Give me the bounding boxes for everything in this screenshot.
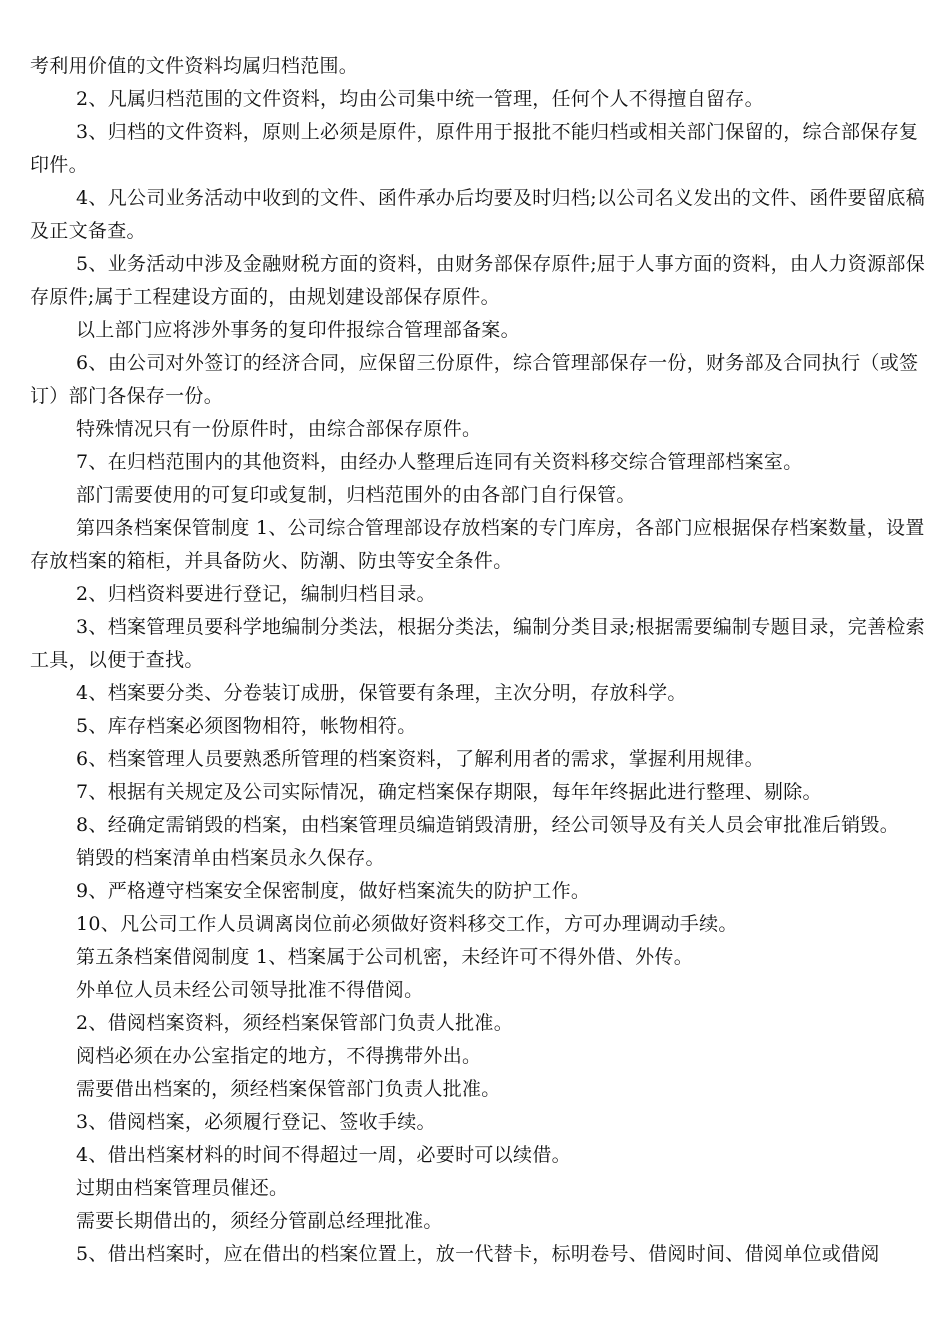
paragraph: 外单位人员未经公司领导批准不得借阅。 [76, 979, 424, 1001]
paragraph: 9、严格遵守档案安全保密制度，做好档案流失的防护工作。 [76, 880, 591, 902]
paragraph: 部门需要使用的可复印或复制，归档范围外的由各部门自行保管。 [76, 484, 636, 506]
paragraph: 5、业务活动中涉及金融财税方面的资料，由财务部保存原件;屈于人事方面的资料，由人力资源部保存原件;属于工程建设方面的，由规划建设部保存原件。 [30, 253, 925, 308]
paragraph: 4、凡公司业务活动中收到的文件、函件承办后均要及时归档;以公司名义发出的文件、函件要留底稿及正文备查。 [30, 187, 925, 242]
paragraph: 2、归档资料要进行登记，编制归档目录。 [76, 583, 436, 605]
paragraph: 6、由公司对外签订的经济合同，应保留三份原件，综合管理部保存一份，财务部及合同执行（或签订）部门各保存一份。 [30, 352, 919, 407]
paragraph: 3、借阅档案，必须履行登记、签收手续。 [76, 1111, 436, 1133]
paragraph: 3、档案管理员要科学地编制分类法，根据分类法，编制分类目录;根据需要编制专题目录，完善检索工具，以便于查找。 [30, 616, 925, 671]
paragraph: 第五条档案借阅制度 1、档案属于公司机密，未经许可不得外借、外传。 [76, 946, 694, 968]
paragraph: 2、凡属归档范围的文件资料，均由公司集中统一管理，任何个人不得擅自留存。 [76, 88, 764, 110]
paragraph: 10、凡公司工作人员调离岗位前必须做好资料移交工作，方可办理调动手续。 [76, 913, 738, 935]
paragraph: 特殊情况只有一份原件时，由综合部保存原件。 [76, 418, 482, 440]
paragraph: 5、借出档案时，应在借出的档案位置上，放一代替卡，标明卷号、借阅时间、借阅单位或借阅 [76, 1243, 880, 1265]
paragraph: 需要长期借出的，须经分管副总经理批准。 [76, 1210, 443, 1232]
paragraph: 过期由档案管理员催还。 [76, 1177, 289, 1199]
paragraph: 以上部门应将涉外事务的复印件报综合管理部备案。 [76, 319, 520, 341]
paragraph: 2、借阅档案资料，须经档案保管部门负责人批准。 [76, 1012, 513, 1034]
paragraph: 4、借出档案材料的时间不得超过一周，必要时可以续借。 [76, 1144, 571, 1166]
paragraph: 5、库存档案必须图物相符，帐物相符。 [76, 715, 417, 737]
paragraph: 销毁的档案清单由档案员永久保存。 [76, 847, 385, 869]
document-page [30, 50, 930, 1271]
paragraph: 7、在归档范围内的其他资料，由经办人整理后连同有关资料移交综合管理部档案室。 [76, 451, 803, 473]
paragraph: 4、档案要分类、分卷装订成册，保管要有条理，主次分明，存放科学。 [76, 682, 687, 704]
paragraph: 7、根据有关规定及公司实际情况，确定档案保存期限，每年年终据此进行整理、剔除。 [76, 781, 822, 803]
paragraph: 6、档案管理人员要熟悉所管理的档案资料，了解利用者的需求，掌握利用规律。 [76, 748, 764, 770]
paragraph: 3、归档的文件资料，原则上必须是原件，原件用于报批不能归档或相关部门保留的，综合部保存复印件。 [30, 121, 919, 176]
paragraph: 考利用价值的文件资料均属归档范围。 [30, 55, 359, 77]
paragraph: 阅档必须在办公室指定的地方，不得携带外出。 [76, 1045, 482, 1067]
paragraph: 8、经确定需销毁的档案，由档案管理员编造销毁清册，经公司领导及有关人员会审批准后销毁。 [76, 814, 899, 836]
paragraph: 需要借出档案的，须经档案保管部门负责人批准。 [76, 1078, 501, 1100]
paragraph: 第四条档案保管制度 1、公司综合管理部设存放档案的专门库房，各部门应根据保存档案数量，设置存放档案的箱柜，并具备防火、防潮、防虫等安全条件。 [30, 517, 925, 572]
